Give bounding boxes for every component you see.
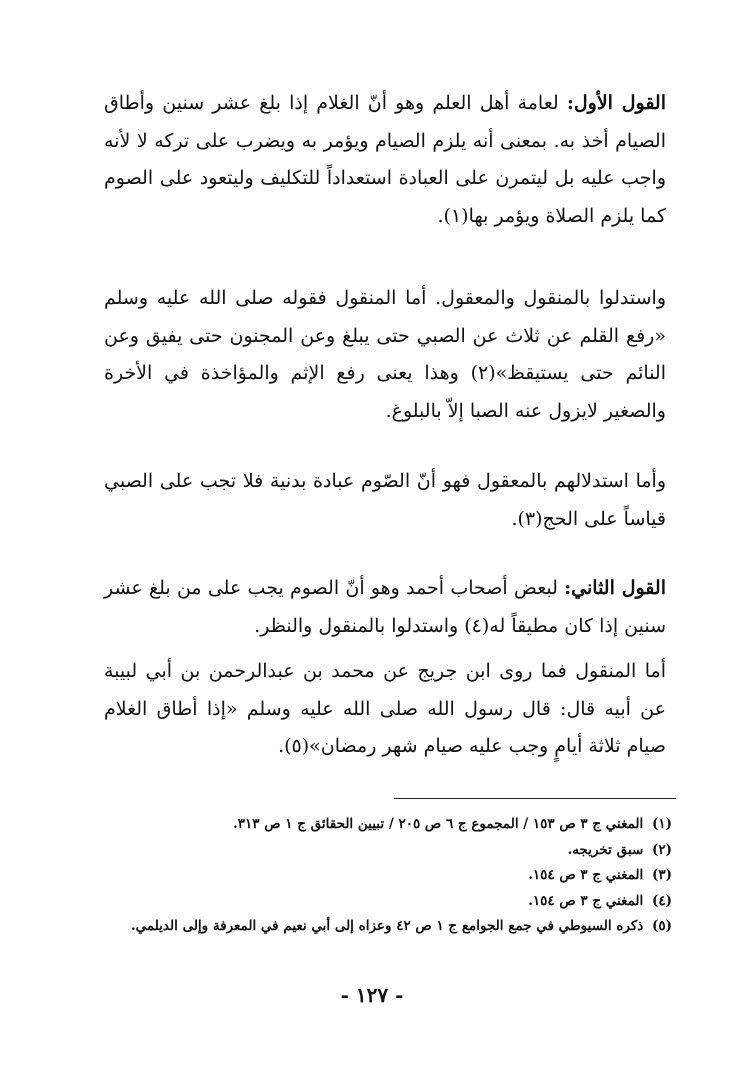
paragraph-lead: القول الأول:	[566, 92, 666, 114]
footnote-item	[124, 914, 672, 940]
paragraph-text: وأما استدلالهم بالمعقول فهو أنّ الصّوم عبادة بدنية فلا تجب على الصبي قياساً على الحج(٣).	[104, 470, 666, 530]
footnote-item	[124, 863, 672, 889]
paragraph-first-opinion	[104, 85, 666, 235]
paragraph-text: لبعض أصحاب أحمد وهو أنّ الصوم يجب على من بلغ عشر سنين إذا كان مطيقاً له(٤) واستدلوا بالمنقول والنظر.	[104, 577, 666, 637]
footnote-number: (٣)	[651, 867, 672, 883]
paragraph-lead: القول الثاني:	[564, 577, 666, 599]
paragraph-evidence	[104, 280, 666, 430]
paragraph-text: لعامة أهل العلم وهو أنّ الغلام إذا بلغ عشر سنين وأطاق الصيام أخذ به. بمعنى أنه يلزم الصيام ويؤمر به ويضرب على تركه لا لأنه واجب عليه بل ليتمرن على العبادة استعداداً للتكليف وليتعود على الصوم كما يلزم الصلاة ويؤمر بها(١).	[104, 92, 666, 227]
page-number: - ١٢٧ -	[340, 983, 404, 1007]
footnote-text: المغني ج ٣ ص ١٥٣ / المجموع ج ٦ ص ٢٠٥ / تبيين الحقائق ج ١ ص ٣١٣.	[233, 816, 644, 832]
paragraph-second-opinion	[104, 570, 666, 645]
footnote-text: سبق تخريجه.	[567, 841, 644, 858]
footnote-number: (٥)	[651, 918, 672, 934]
paragraph-text: أما المنقول فما روى ابن جريج عن محمد بن عبدالرحمن بن أبي لبيبة عن أبيه قال: قال رسول الله صلى الله عليه وسلم «إذا أطاق الغلام صيام ثلاثة أيامٍ وجب عليه صيام شهر رمضان»(٥).	[104, 660, 666, 757]
footnote-number: (١)	[651, 816, 672, 832]
footnote-text: المغني ج ٣ ص ١٥٤.	[528, 867, 644, 883]
paragraph-narration	[104, 653, 666, 766]
footnote-number: (٢)	[651, 841, 672, 858]
footnotes-list	[124, 812, 672, 940]
footnote-text: ذكره السيوطي في جمع الجوامع ج ١ ص ٤٢ وعزاه إلى أبي نعيم في المعرفة وإلى الديلمي.	[130, 918, 644, 934]
footnote-item	[124, 838, 672, 864]
footnote-item	[124, 889, 672, 915]
footnote-divider	[394, 798, 676, 799]
footnote-text: المغني ج ٣ ص ١٥٤.	[528, 892, 644, 909]
footnote-number: (٤)	[651, 892, 672, 909]
footnote-item	[124, 812, 672, 838]
paragraph-text: واستدلوا بالمنقول والمعقول. أما المنقول فقوله صلى الله عليه وسلم «رفع القلم عن ثلاث عن الصبي حتى يبلغ وعن المجنون حتى يفيق وعن النائم حتى يستيقظ»(٢) وهذا يعنى رفع الإثم والمؤاخذة في الأخرة والصغير لايزول عنه الصبا إلاّ بالبلوغ.	[104, 287, 666, 422]
paragraph-rational-evidence	[104, 463, 666, 538]
